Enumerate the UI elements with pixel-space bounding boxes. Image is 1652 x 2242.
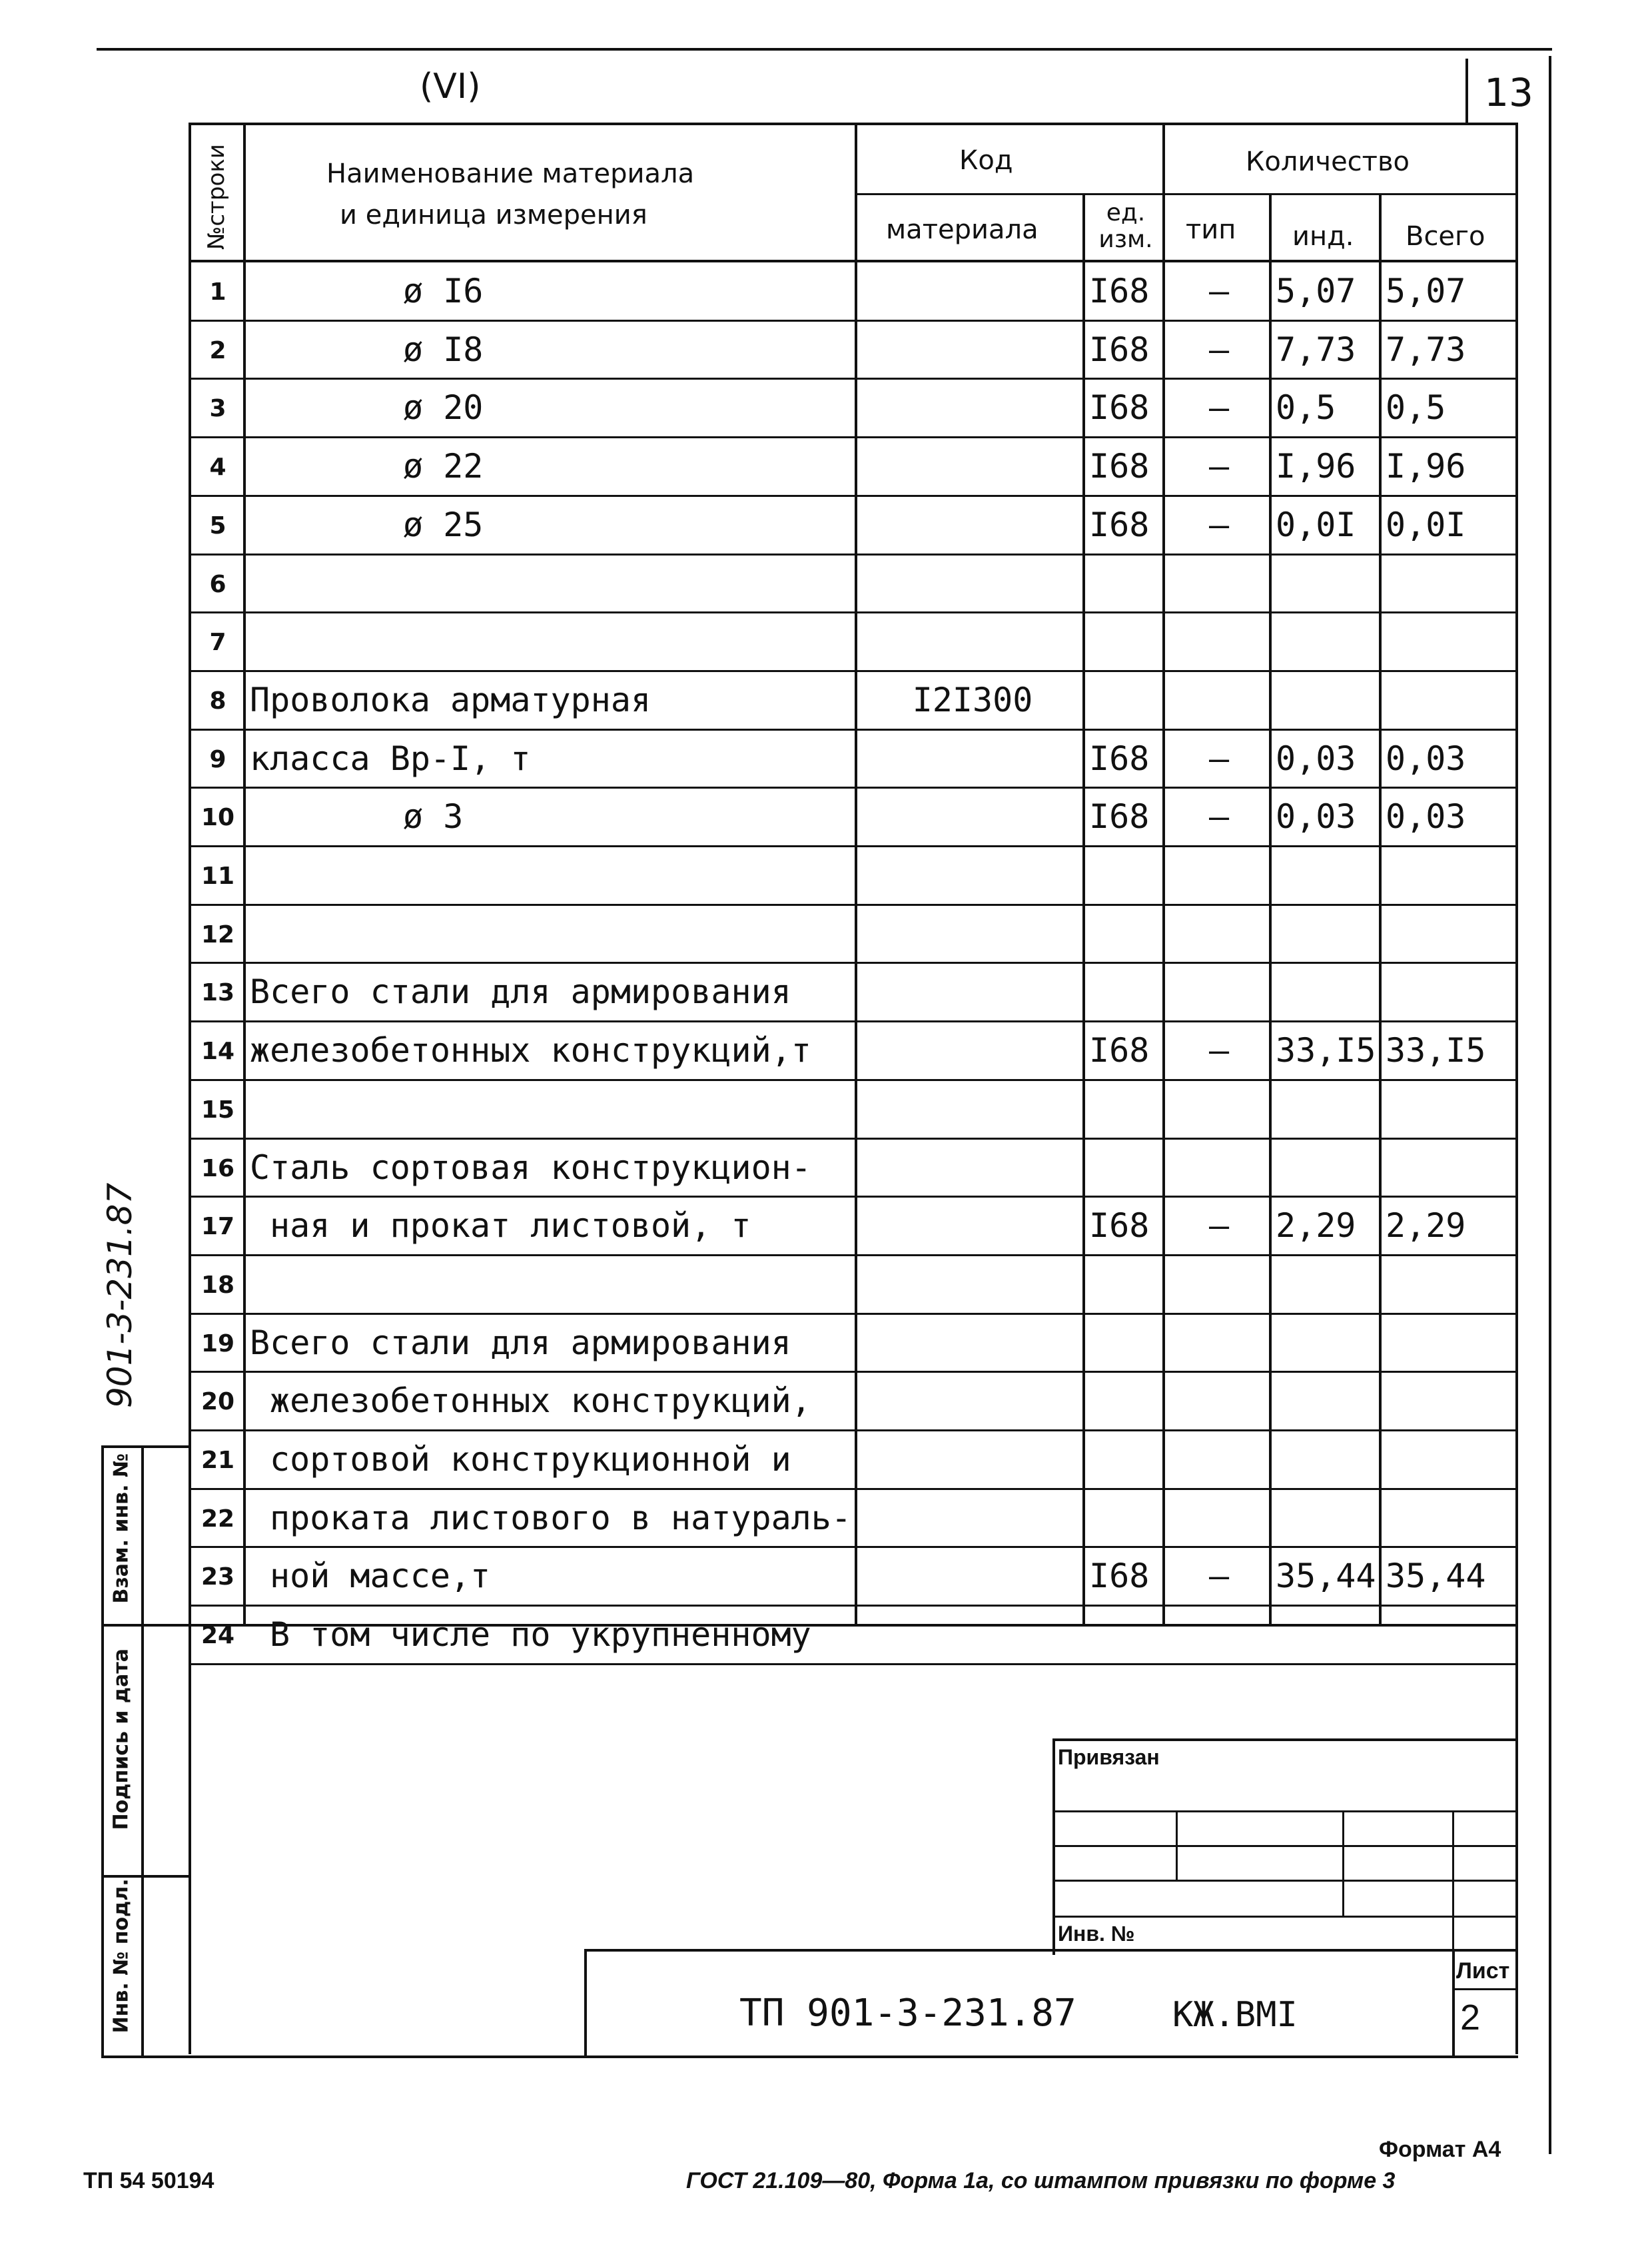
row-number: 3 [209, 395, 226, 423]
header-sub-line [855, 193, 1517, 195]
row-number: 20 [201, 1388, 235, 1416]
bind-top [1052, 1738, 1517, 1741]
side-stamp-mid [141, 1445, 144, 2058]
side-stamp-div2 [101, 1875, 191, 1878]
row-qty-ind: 2,29 [1276, 1206, 1356, 1246]
row-material-name: сортовой конструкционной и [270, 1440, 791, 1479]
row-material-name: ø 22 [403, 447, 484, 486]
header-q-ind: инд. [1292, 221, 1354, 252]
row-qty-total: 0,5 [1386, 388, 1446, 428]
row-qty-type: – [1208, 1557, 1230, 1596]
bind-h4 [1052, 1916, 1517, 1918]
page-number-box-left [1465, 59, 1468, 125]
row-number: 12 [201, 921, 235, 948]
title-top [584, 1949, 1517, 1952]
row-separator [189, 1196, 1517, 1198]
row-qty-total: 0,0I [1386, 505, 1466, 544]
bind-v1 [1176, 1810, 1178, 1880]
footer-gost: ГОСТ 21.109—80, Форма 1а, со штампом привязки по форме 3 [686, 2168, 1396, 2193]
row-qty-total: 0,03 [1386, 739, 1466, 778]
row-separator [189, 1313, 1517, 1315]
row-number: 16 [201, 1154, 235, 1182]
col-div-type [1269, 193, 1272, 1625]
row-material-name: Всего стали для армирования [250, 972, 791, 1012]
stamp-privyazan: Привязан [1058, 1745, 1160, 1769]
row-number: 6 [209, 570, 226, 598]
bind-v2 [1342, 1810, 1344, 1916]
row-qty-ind: 0,03 [1276, 797, 1356, 837]
header-name-line2: и единица измерения [340, 200, 647, 230]
col-div-unit [1162, 123, 1165, 1625]
row-qty-type: – [1208, 797, 1230, 837]
row-qty-ind: 7,73 [1276, 330, 1356, 369]
side-stamp-left [101, 1445, 104, 2058]
row-number: 22 [201, 1505, 235, 1533]
side-stamp-div1 [101, 1624, 191, 1627]
row-number: 24 [201, 1622, 235, 1650]
row-qty-total: 7,73 [1386, 330, 1466, 369]
row-separator [189, 787, 1517, 789]
row-separator [189, 1371, 1517, 1373]
row-unit-code: I68 [1089, 739, 1150, 778]
row-unit-code: I68 [1089, 1557, 1150, 1596]
row-material-name: железобетонных конструкций, [270, 1381, 811, 1421]
row-material-name: ø I6 [403, 272, 484, 310]
title-sheet-div [1452, 1988, 1517, 1990]
row-separator [189, 1429, 1517, 1431]
page-number: 13 [1484, 70, 1533, 115]
side-stamp-bottom [101, 2055, 1518, 2058]
header-quantity: Количество [1246, 147, 1410, 177]
row-unit-code: I68 [1089, 505, 1150, 544]
row-number: 4 [209, 454, 226, 482]
header-q-type: тип [1186, 214, 1236, 245]
row-qty-type: – [1208, 272, 1230, 310]
row-qty-ind: I,96 [1276, 447, 1356, 486]
row-qty-ind: 0,03 [1276, 739, 1356, 778]
row-qty-total: 35,44 [1386, 1557, 1486, 1596]
row-separator [189, 320, 1517, 322]
row-qty-type: – [1208, 447, 1230, 486]
stamp-code: КЖ.ВМI [1172, 1995, 1298, 2035]
title-sheet-left [1452, 1949, 1455, 2057]
row-separator [189, 1605, 1517, 1607]
section-mark: (VI) [420, 67, 481, 107]
row-separator [189, 1488, 1517, 1490]
row-separator [189, 495, 1517, 497]
row-unit-code: I68 [1089, 447, 1150, 486]
row-material-name: Всего стали для армирования [250, 1323, 791, 1362]
row-separator [189, 729, 1517, 731]
bind-h2 [1052, 1845, 1517, 1847]
header-name-line1: Наименование материала [326, 159, 695, 189]
row-separator [189, 1546, 1517, 1548]
row-number: 15 [201, 1096, 235, 1124]
row-qty-type: – [1208, 505, 1230, 544]
side-stamp-top [101, 1445, 191, 1448]
side-document-code: 901-3-231.87 [101, 1182, 139, 1408]
row-unit-code: I68 [1089, 1031, 1150, 1070]
row-unit-code: I68 [1089, 330, 1150, 369]
row-number: 1 [209, 278, 226, 306]
row-number: 21 [201, 1447, 235, 1474]
col-div-name [855, 123, 857, 1625]
row-number: 13 [201, 979, 235, 1007]
row-unit-code: I68 [1089, 797, 1150, 837]
row-material-name: ная и прокат листовой, т [270, 1206, 751, 1246]
row-number: 14 [201, 1038, 235, 1066]
row-separator [189, 378, 1517, 380]
row-qty-ind: 0,0I [1276, 505, 1356, 544]
bind-v3 [1452, 1810, 1454, 1949]
bind-h3 [1052, 1880, 1517, 1882]
row-material-name: ной массе,т [270, 1557, 491, 1596]
row-separator [189, 1138, 1517, 1140]
row-number: 7 [209, 629, 226, 657]
table-header-bottom [189, 260, 1517, 262]
row-separator [189, 1020, 1517, 1022]
bind-h1 [1052, 1810, 1517, 1812]
row-qty-type: – [1208, 330, 1230, 369]
row-material-code: I2I300 [912, 680, 1033, 719]
row-number: 23 [201, 1563, 235, 1591]
title-left [584, 1949, 587, 2057]
row-number: 18 [201, 1271, 235, 1299]
top-border-line [97, 48, 1552, 51]
row-unit-code: I68 [1089, 388, 1150, 428]
row-number: 19 [201, 1329, 235, 1357]
row-number: 10 [201, 804, 235, 832]
row-material-name: проката листового в натураль- [270, 1498, 851, 1537]
row-material-name: класса Вр-I, т [250, 739, 531, 778]
row-qty-total: 5,07 [1386, 272, 1466, 310]
stamp-title: ТП 901-3-231.87 [739, 1992, 1076, 2035]
row-qty-ind: 35,44 [1276, 1557, 1376, 1596]
row-separator [189, 1663, 1517, 1665]
footer-format: Формат А4 [1379, 2137, 1501, 2162]
table-top [189, 123, 1517, 125]
row-material-name: ø I8 [403, 330, 484, 369]
row-number: 9 [209, 745, 226, 773]
row-qty-type: – [1208, 1206, 1230, 1246]
header-code-material: материала [886, 214, 1038, 245]
row-qty-ind: 0,5 [1276, 388, 1336, 428]
row-number: 11 [201, 863, 235, 890]
row-separator [189, 1254, 1517, 1256]
row-qty-type: – [1208, 388, 1230, 428]
side-stamp-vzam: Взам. инв. № [109, 1453, 133, 1604]
row-qty-ind: 33,I5 [1276, 1031, 1376, 1070]
header-row-no: №строки [203, 144, 230, 250]
row-separator [189, 1079, 1517, 1081]
row-material-name: Проволока арматурная [250, 680, 651, 719]
row-qty-total: 0,03 [1386, 797, 1466, 837]
side-stamp-podpis: Подпись и дата [109, 1649, 133, 1830]
col-div-code [1082, 193, 1085, 1625]
row-number: 5 [209, 512, 226, 540]
header-q-total: Всего [1406, 221, 1485, 252]
row-separator [189, 904, 1517, 906]
side-stamp-inv-podl: Инв. № подл. [109, 1878, 133, 2034]
row-qty-total: 33,I5 [1386, 1031, 1486, 1070]
row-unit-code: I68 [1089, 272, 1150, 310]
row-qty-type: – [1208, 1031, 1230, 1070]
row-material-name: Сталь сортовая конструкцион- [250, 1148, 811, 1187]
row-material-name: ø 3 [403, 797, 464, 837]
row-number: 8 [209, 687, 226, 715]
row-separator [189, 554, 1517, 556]
stamp-inv-no: Инв. № [1058, 1922, 1135, 1946]
header-code: Код [959, 145, 1013, 176]
row-separator [189, 962, 1517, 964]
row-separator [189, 845, 1517, 847]
row-qty-total: 2,29 [1386, 1206, 1466, 1246]
row-qty-total: I,96 [1386, 447, 1466, 486]
row-number: 17 [201, 1213, 235, 1241]
right-border-line [1549, 56, 1551, 2154]
row-qty-ind: 5,07 [1276, 272, 1356, 310]
row-material-name: ø 25 [403, 505, 484, 544]
row-qty-type: – [1208, 739, 1230, 778]
row-separator [189, 611, 1517, 613]
row-material-name: железобетонных конструкций,т [250, 1031, 811, 1070]
stamp-list-value: 2 [1460, 1998, 1481, 2038]
row-separator [189, 436, 1517, 438]
row-material-name: ø 20 [403, 388, 484, 428]
header-code-unit: ед. изм. [1098, 199, 1153, 253]
stamp-list-label: Лист [1456, 1958, 1510, 1984]
row-number: 2 [209, 336, 226, 364]
row-separator [189, 670, 1517, 672]
row-material-name: В том числе по укрупненному [270, 1615, 811, 1655]
footer-tp-code: ТП 54 50194 [83, 2168, 214, 2193]
row-unit-code: I68 [1089, 1206, 1150, 1246]
